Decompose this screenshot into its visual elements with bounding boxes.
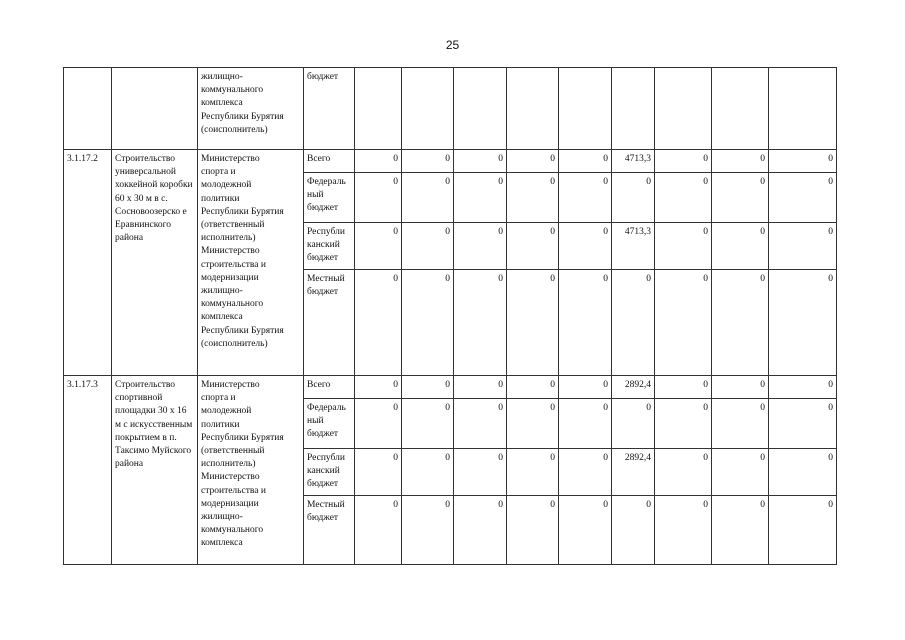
value-cell: 0 [559,173,612,223]
value-cell: 0 [612,496,655,565]
executor-line: комплекса [201,98,243,109]
value-cell: 0 [507,150,559,173]
executor-line: спорта и [201,393,236,404]
funding-source: Всего [304,150,355,173]
budget-table [63,67,837,565]
executor-line: (ответственный [201,220,265,231]
value-cell: 0 [769,376,837,399]
executor-line: Республики Бурятия [201,206,284,217]
value-cell: 0 [712,496,769,565]
table-row [64,68,837,150]
value-cell: 0 [402,496,454,565]
value-cell: 0 [655,496,712,565]
executor-line: Республики Бурятия [201,325,284,336]
value-cell: 0 [355,376,402,399]
value-cell: 0 [559,223,612,270]
executor-line: Республики Бурятия [201,432,284,443]
executor-line: Министерство [201,154,260,164]
value-cell: 0 [712,150,769,173]
executor-line: жилищно- [201,512,243,523]
value-cell: 0 [507,449,559,496]
page-number: 25 [445,38,460,52]
funding-source: Федераль ный бюджет [304,173,355,223]
value-cell: 0 [655,173,712,223]
value-cell: 0 [507,223,559,270]
executor-line: строительства и [201,485,266,496]
executor-line: Министерство [201,380,260,390]
value-cell: 0 [507,496,559,565]
executor-line: коммунального [201,85,264,96]
value-cell: 0 [454,376,507,399]
executor-line: исполнитель) [201,233,256,244]
value-cell: 0 [712,399,769,449]
value-cell: 0 [402,270,454,376]
value-cell: 0 [769,150,837,173]
executor-line: политики [201,419,240,430]
funding-source: Республи канский бюджет [304,449,355,496]
funding-source: Местный бюджет [304,496,355,565]
value-cell: 0 [712,173,769,223]
value-cell [655,68,712,150]
value-cell: 0 [559,496,612,565]
executor-line: Министерство [201,472,260,483]
value-cell: 0 [454,270,507,376]
value-cell: 0 [712,449,769,496]
executor-line: молодежной [201,406,252,417]
value-cell: 0 [655,270,712,376]
executor-line: комплекса [201,312,243,323]
value-cell: 0 [655,449,712,496]
executor-line: модернизации [201,272,259,283]
funding-source: Республи канский бюджет [304,223,355,270]
executor-line: модернизации [201,498,259,509]
executor-cell [198,376,304,565]
code-cell [64,68,112,150]
value-cell: 0 [769,173,837,223]
executor-line: исполнитель) [201,459,256,470]
executor-line: строительства и [201,259,266,270]
executor-line: коммунального [201,299,264,310]
value-cell: 0 [454,223,507,270]
value-cell: 0 [355,270,402,376]
value-cell: 0 [559,399,612,449]
executor-line: (ответственный [201,446,265,457]
value-cell: 2892,4 [612,449,655,496]
measure-name: Строительство универсальной хоккейной коробки 60 х 30 м в с. Сосновоозерско е Еравнинского района [112,150,198,376]
executor-line: молодежной [201,180,252,191]
value-cell: 0 [454,150,507,173]
executor-line: Министерство [201,246,260,257]
table-row [64,376,837,399]
value-cell: 0 [402,399,454,449]
value-cell: 0 [655,223,712,270]
executor-cell [198,68,304,150]
value-cell: 0 [402,449,454,496]
funding-source: Федераль ный бюджет [304,399,355,449]
value-cell: 0 [507,376,559,399]
value-cell: 0 [712,270,769,376]
executor-line: жилищно- [201,72,243,82]
executor-line: жилищно- [201,286,243,297]
measure-name: Строительство спортивной площадки 30 х 16 м с искусственным покрытием в п. Таксимо Муйского района [112,376,198,565]
value-cell: 0 [507,270,559,376]
value-cell: 0 [769,223,837,270]
executor-line: коммунального [201,525,264,536]
value-cell: 0 [355,150,402,173]
value-cell: 0 [355,449,402,496]
value-cell: 0 [712,223,769,270]
value-cell: 0 [655,376,712,399]
value-cell: 0 [769,399,837,449]
value-cell: 0 [454,173,507,223]
value-cell [402,68,454,150]
measure-code: 3.1.17.3 [64,376,112,565]
funding-source: Всего [304,376,355,399]
executor-line: комплекса [201,538,243,549]
value-cell [712,68,769,150]
value-cell: 0 [612,399,655,449]
value-cell: 2892,4 [612,376,655,399]
value-cell: 0 [402,223,454,270]
value-cell: 0 [454,449,507,496]
value-cell: 0 [355,173,402,223]
value-cell: 0 [454,399,507,449]
value-cell [769,68,837,150]
value-cell [507,68,559,150]
value-cell: 0 [507,399,559,449]
value-cell [612,68,655,150]
executor-line: (соисполнитель) [201,338,268,349]
funding-source: Местный бюджет [304,270,355,376]
value-cell: 0 [559,150,612,173]
value-cell: 0 [769,270,837,376]
value-cell: 0 [559,376,612,399]
value-cell: 0 [355,399,402,449]
value-cell: 0 [612,270,655,376]
value-cell: 0 [612,173,655,223]
value-cell: 0 [769,496,837,565]
measure-code: 3.1.17.2 [64,150,112,376]
value-cell: 0 [355,223,402,270]
executor-line: Республики Бурятия [201,111,284,122]
value-cell: 0 [355,496,402,565]
value-cell: 0 [712,376,769,399]
value-cell [355,68,402,150]
executor-line: спорта и [201,167,236,178]
table-row [64,150,837,173]
executor-cell [198,150,304,376]
value-cell: 0 [559,270,612,376]
value-cell [454,68,507,150]
value-cell: 0 [769,449,837,496]
value-cell: 0 [655,150,712,173]
value-cell: 4713,3 [612,223,655,270]
value-cell: 4713,3 [612,150,655,173]
name-cell [112,68,198,150]
value-cell: 0 [507,173,559,223]
executor-line: политики [201,193,240,204]
value-cell [559,68,612,150]
value-cell: 0 [402,376,454,399]
value-cell: 0 [559,449,612,496]
value-cell: 0 [402,150,454,173]
value-cell: 0 [402,173,454,223]
funding-source-cell: бюджет [304,68,355,150]
value-cell: 0 [454,496,507,565]
executor-line: (соисполнитель) [201,124,268,135]
value-cell: 0 [655,399,712,449]
